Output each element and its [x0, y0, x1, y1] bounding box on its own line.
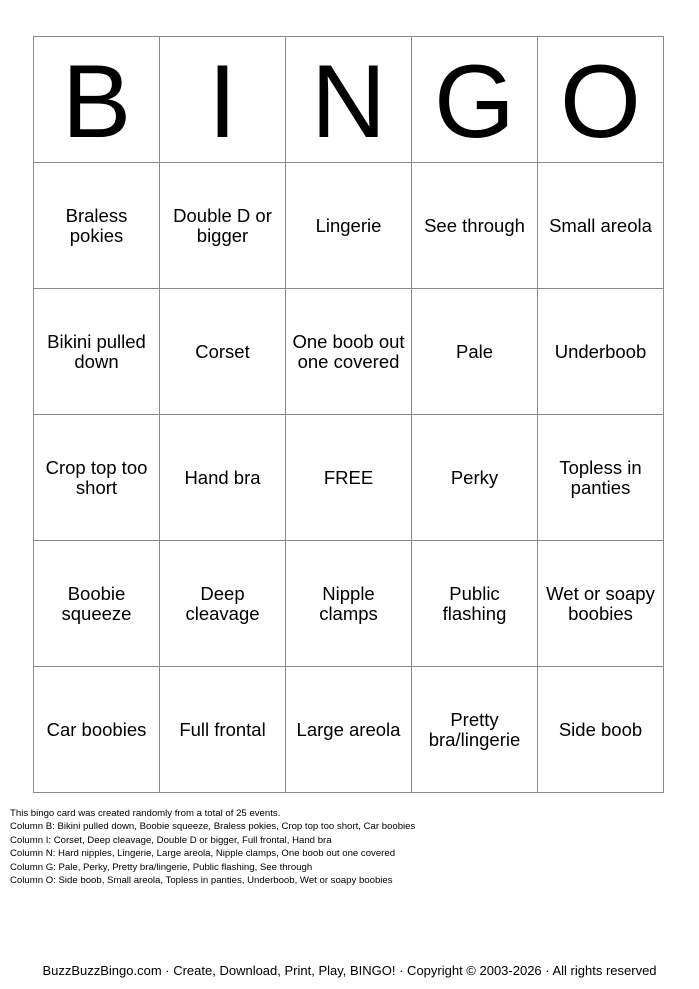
bingo-cell: Nipple clamps: [286, 541, 412, 667]
bingo-cell: Lingerie: [286, 163, 412, 289]
bingo-card: [33, 36, 664, 793]
bingo-cell: Car boobies: [34, 667, 160, 793]
bingo-cell: Large areola: [286, 667, 412, 793]
bingo-cell: Side boob: [538, 667, 664, 793]
header-letter-b: B: [34, 37, 160, 163]
bingo-cell: Double D or bigger: [160, 163, 286, 289]
header-letter-i: I: [160, 37, 286, 163]
bingo-cell: One boob out one covered: [286, 289, 412, 415]
bingo-cell: Braless pokies: [34, 163, 160, 289]
info-column-o: Column O: Side boob, Small areola, Topless in panties, Underboob, Wet or soapy boobies: [10, 875, 393, 887]
info-summary: This bingo card was created randomly from a total of 25 events.: [10, 808, 281, 819]
bingo-row: [34, 289, 664, 415]
bingo-cell: Deep cleavage: [160, 541, 286, 667]
bingo-cell: Pale: [412, 289, 538, 415]
bingo-cell: Crop top too short: [34, 415, 160, 541]
bingo-cell: Perky: [412, 415, 538, 541]
bingo-cell: Topless in panties: [538, 415, 664, 541]
bingo-cell: Public flashing: [412, 541, 538, 667]
free-space-cell: FREE: [286, 415, 412, 541]
info-column-b: Column B: Bikini pulled down, Boobie squeeze, Braless pokies, Crop top too short, Car boobies: [10, 821, 416, 833]
bingo-cell: See through: [412, 163, 538, 289]
bingo-cell: Boobie squeeze: [34, 541, 160, 667]
bingo-row: [34, 667, 664, 793]
bingo-cell: Pretty bra/lingerie: [412, 667, 538, 793]
bingo-header-row: [34, 37, 664, 163]
bingo-row: [34, 415, 664, 541]
bingo-row: [34, 541, 664, 667]
info-column-g: Column G: Pale, Perky, Pretty bra/lingerie, Public flashing, See through: [10, 861, 313, 873]
bingo-cell: Corset: [160, 289, 286, 415]
bingo-cell: Underboob: [538, 289, 664, 415]
bingo-cell: Hand bra: [160, 415, 286, 541]
bingo-cell: Bikini pulled down: [34, 289, 160, 415]
bingo-row: [34, 163, 664, 289]
header-letter-o: O: [538, 37, 664, 163]
header-letter-n: N: [286, 37, 412, 163]
site-footer: BuzzBuzzBingo.com · Create, Download, Print, Play, BINGO! · Copyright © 2003-2026 · All rights reserved: [42, 963, 657, 978]
info-column-n: Column N: Hard nipples, Lingerie, Large areola, Nipple clamps, One boob out one covered: [10, 848, 396, 860]
info-column-i: Column I: Corset, Deep cleavage, Double D or bigger, Full frontal, Hand bra: [10, 834, 332, 846]
header-letter-g: G: [412, 37, 538, 163]
bingo-cell: Full frontal: [160, 667, 286, 793]
bingo-cell: Small areola: [538, 163, 664, 289]
bingo-cell: Wet or soapy boobies: [538, 541, 664, 667]
card-info: [10, 807, 415, 887]
